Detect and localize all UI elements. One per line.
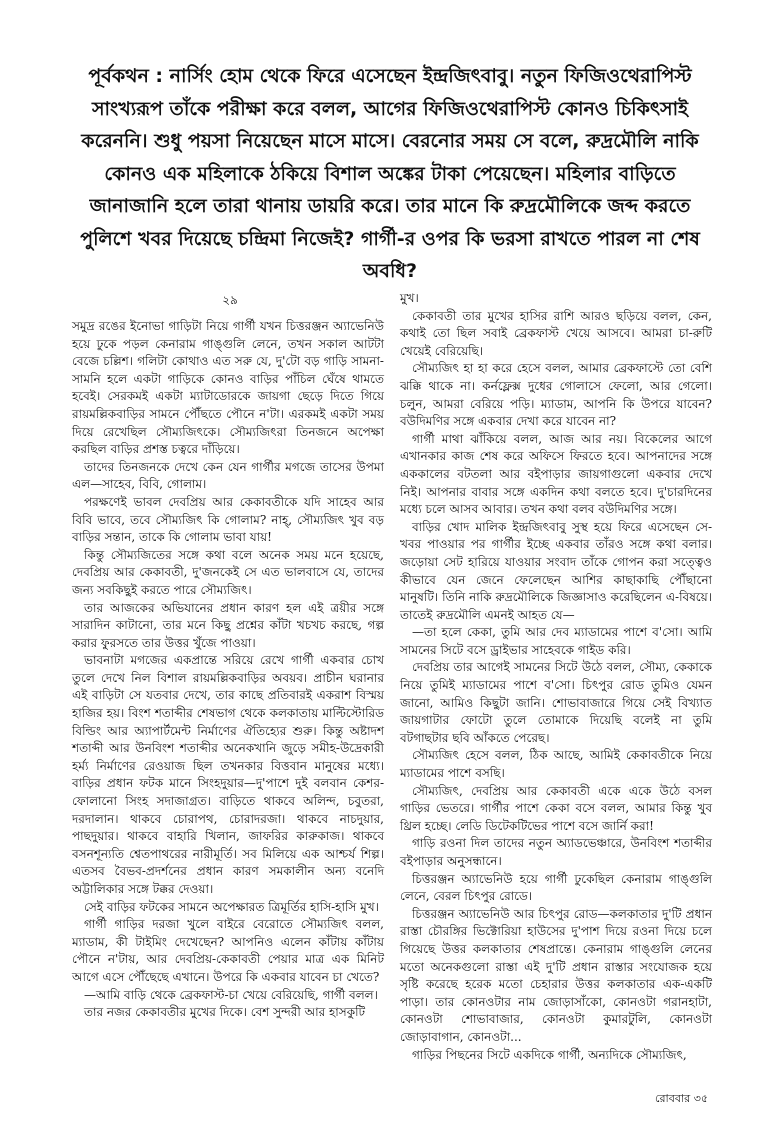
paragraph: তার আজকের অভিযানের প্রধান কারণ হল এই ত্রয়ীর সঙ্গে সারাদিন কাটানো, তার মনে কিছু প্রশ্নের কাঁটা খচখচ করছে, গল্প করার ফুরসতে তার উত্তর খুঁজে পাওয়া। (72, 600, 384, 650)
paragraph: —তা হলে কেকা, তুমি আর দেব ম্যাডামের পাশে ব'সো। আমি সামনের সিটে বসে ড্রাইভার সাহেবকে গাইড করি। (400, 625, 712, 657)
paragraph: গার্গী গাড়ির দরজা খুলে বাইরে বেরোতে সৌম্যজিৎ বলল, ম্যাডাম, কী টাইমিং দেখেছেন? আপনিও এলেন কাঁটায় কাঁটায় পৌনে ন'টায়, আর দেবপ্রিয়-কেকাবতী পেয়ার মাত্র এক মিনিট আগে এসে পৌঁছেছে এখানে। উপরে কি একবার যাবেন চা খেতে? (72, 917, 384, 984)
chapter-number: ২৯ (222, 293, 238, 307)
paragraph: গার্গী মাথা ঝাঁকিয়ে বলল, আজ আর নয়। বিকেলের আগে এখানকার কাজ শেষ করে অফিসে ফিরতে হবে। আপনাদের সঙ্গে এককালের বটতলা আর বইপাড়ার জায়গাগুলো একবার দেখে নিই। আপনার বাবার সঙ্গে একদিন কথা বলতে হবে। দু'চারদিনের মধ্যে চলে আসব আবার। তখন কথা বলব বউদিমণির সঙ্গে। (400, 431, 712, 517)
paragraph: চিত্তরঞ্জন অ্যাভেনিউ আর চিৎপুর রোড—কলকাতার দু'টি প্রধান রাস্তা চৌরঙ্গির ভিক্টোরিয়া হাউসের দু'পাশ দিয়ে রওনা দিয়ে চলে গিয়েছে উত্তর কলকাতার শেষপ্রান্তে। কেনারাম গাঙ্গুলি লেনের মতো অনেকগুলো রাস্তা এই দু'টি প্রধান রাস্তার সংযোজক হয়ে সৃষ্টি করেছে হরেক মতো চেহারার উত্তর কলকাতার এক-একটি পাড়া। তার কোনওটার নাম জোড়াসাঁকো, কোনওটা গরানহাটা, কোনওটা শোভাবাজার, কোনওটা কুমারটুলি, কোনওটা জোড়াবাগান, কোনওটা... (400, 906, 712, 1044)
paragraph: সৌম্যজিৎ হেসে বলল, ঠিক আছে, আমিই কেকাবতীকে নিয়ে ম্যাডামের পাশে বসছি। (400, 748, 712, 781)
summary-label: পূর্বকথন : (88, 65, 163, 87)
paragraph: গাড়ির পিছনের সিটে একদিকে গার্গী, অন্যদিকে সৌম্যজিৎ, (412, 1047, 687, 1062)
story-summary (70, 60, 710, 288)
paragraph: ভাবনাটা মগজের একপ্রান্তে সরিয়ে রেখে গার্গী একবার চোখ তুলে দেখে নিল বিশাল রায়মল্লিকবাড়ির অবয়ব। প্রাচীন ঘরানার এই বাড়িটা সে যতবার দেখে, তার কাছে প্রতিবারই একরাশ বিস্ময় হাজির হয়। বিংশ শতাব্দীর শেষভাগ থেকে কলকাতায় মাল্টিস্টোরিড বিল্ডিং আর অ্যাপার্টমেন্ট নির্মাণের ঐতিহ্যের শুরু। কিন্তু অষ্টাদশ শতাব্দী আর উনবিংশ শতাব্দীর অনেকখানি জুড়ে সমীহ-উদ্রেকারী হর্ম্য নির্মাণের রেওয়াজ ছিল তখনকার বিত্তবান মানুষের মধ্যে। বাড়ির প্রধান ফটক মানে সিংহদুয়ার—দু'পাশে দুই বলবান কেশর-ফোলানো সিংহ সদাজাগ্রত। বাড়িতে থাকবে অলিন্দ, চবুতরা, দরদালান। থাকবে চোরাপথ, চোরাদরজা। থাকবে নাচদুয়ার, পাছদুয়ার। থাকবে বাহারি খিলান, জাফরির কারুকাজ। থাকবে বসনশূন্যতি শ্বেতপাথরের নারীমূর্তি। সব মিলিয়ে এক আশ্চর্য শিল্প। এতসব বৈভব-প্রদর্শনের প্রধান কারণ সমকালীন অন্য বনেদি অট্টালিকার সঙ্গে টক্কর দেওয়া। (72, 653, 384, 896)
page-footer: রোববার ৩৫ (655, 1092, 708, 1105)
paragraph: কেকাবতী তার মুখের হাসির রাশি আরও ছড়িয়ে বলল, কেন, কথাই তো ছিল সবাই ব্রেকফাস্ট খেয়ে আসবে। আমরা চা-রুটি খেয়েই বেরিয়েছি। (400, 308, 712, 358)
paragraph: সৌম্যজিৎ হা হা করে হেসে বলল, আমার ব্রেকফাস্টে তো বেশি ঝক্কি থাকে না। কর্নফ্লেক্স দুধের গোলাসে ফেলো, আর গেলো। চলুন, আমরা বেরিয়ে পড়ি। ম্যাডাম, আপনি কি উপরে যাবেন? বউদিমণির সঙ্গে একবার দেখা করে যাবেন না? (400, 361, 712, 429)
paragraph: কিন্তু সৌম্যজিতের সঙ্গে কথা বলে অনেক সময় মনে হয়েছে, দেবপ্রিয় আর কেকাবতী, দু'জনকেই সে এত ভালবাসে যে, তাদের জন্য সবকিছুই করতে পারে সৌম্যজিৎ। (72, 547, 384, 597)
paragraph: তাদের তিনজনকে দেখে কেন যেন গার্গীর মগজে তাসের উপমা এল—সাহেব, বিবি, গোলাম। (72, 459, 384, 492)
left-column (72, 318, 384, 1022)
right-column (400, 290, 712, 1064)
paragraph: —আমি বাড়ি থেকে ব্রেকফাস্ট-চা খেয়ে বেরিয়েছি, গার্গী বলল। (84, 987, 378, 1002)
paragraph: তার নজর কেকাবতীর মুখের দিকে। বেশ সুন্দরী আর হাসকুটি (84, 1005, 366, 1020)
paragraph: সমুদ্র রঙের ইনোভা গাড়িটা নিয়ে গার্গী যখন চিত্তরঞ্জন অ্যাভেনিউ হয়ে ঢুকে পড়ল কেনারাম গাঙ্গুলি লেনে, তখন সকাল আটটা বেজে চল্লিশ। গলিটা কোথাও এত সরু যে, দু'টো বড় গাড়ি সামনা-সামনি হলে একটা গাড়িকে কোনও বাড়ির পাঁচিল ঘেঁষে থামতে হবেই। সেরকমই একটা ম্যাটাডোরকে জায়গা ছেড়ে দিতে গিয়ে রায়মল্লিকবাড়ির সামনে পৌঁছতে পৌনে ন'টা। এরকমই একটা সময় দিয়ে রেখেছিল সৌম্যজিৎকে। সৌম্যজিৎরা তিনজনে অপেক্ষা করছিল বাড়ির প্রশস্ত চত্বরে দাঁড়িয়ে। (72, 319, 384, 457)
paragraph: পরক্ষণেই ভাবল দেবপ্রিয় আর কেকাবতীকে যদি সাহেব আর বিবি ভাবে, তবে সৌম্যজিৎ কি গোলাম? নাহ্, সৌম্যজিৎ খুব বড় বাড়ির সন্তান, তাকে কি গোলাম ভাবা যায়! (72, 494, 384, 545)
paragraph: দেবপ্রিয় তার আগেই সামনের সিটে উঠে বলল, সৌম্য, কেকাকে নিয়ে তুমিই ম্যাডামের পাশে ব'সো। চিৎপুর রোড তুমিও যেমন জানো, আমিও কিছুটা জানি। শোভাবাজারে গিয়ে সেই বিখ্যাত জায়গাটার ফোটো তুলে তোমাকে দিয়েছি বলেই না তুমি বটগাছটার ছবি আঁকতে পেরেছ। (400, 660, 712, 745)
paragraph: বাড়ির খোদ মালিক ইন্দ্রজিৎবাবু সুস্থ হয়ে ফিরে এসেছেন সে-খবর পাওয়ার পর গার্গীর ইচ্ছে একবার তাঁরও সঙ্গে কথা বলার। জড়োয়া সেট হারিয়ে যাওয়ার সংবাদ তাঁকে গোপন করা সত্ত্বেও কীভাবে যেন জেনে ফেলেছেন আশির কাছাকাছি পৌঁছানো মানুষটি। তিনি নাকি রুদ্রমৌলিকে জিজ্ঞাসাও করেছিলেন এ-বিষয়ে। তাতেই রুদ্রমৌলি এমনই আহত যে— (400, 519, 712, 622)
paragraph: সৌম্যজিৎ, দেবপ্রিয় আর কেকাবতী একে একে উঠে বসল গাড়ির ভেতরে। গার্গীর পাশে কেকা বসে বলল, আমার কিন্তু খুব থ্রিল হচ্ছে। লেডি ডিটেকটিভের পাশে বসে জার্নি করা! (400, 783, 712, 833)
paragraph: গাড়ি রওনা দিল তাদের নতুন অ্যাডভেঞ্চারে, উনবিংশ শতাব্দীর বইপাড়ার অনুসন্ধানে। (400, 836, 712, 868)
paragraph: সেই বাড়ির ফটকের সামনে অপেক্ষারত ত্রিমূর্তির হাসি-হাসি মুখ। (84, 899, 379, 914)
summary-text: নার্সিং হোম থেকে ফিরে এসেছেন ইন্দ্রজিৎবাবু। নতুন ফিজিওথেরাপিস্ট সাংখ্যরূপ তাঁকে পরীক্ষা করে বলল, আগের ফিজিওথেরাপিস্ট কোনও চিকিৎসাই করেননি। শুধু পয়সা নিয়েছেন মাসে মাসে। বেরনোর সময় সে বলে, রুদ্রমৌলি নাকি কোনও এক মহিলাকে ঠকিয়ে বিশাল অঙ্কের টাকা পেয়েছেন। মহিলার বাড়িতে জানাজানি হলে তারা থানায় ডায়রি করে। তার মানে কি রুদ্রমৌলিকে জব্দ করতে পুলিশে খবর দিয়েছে চন্দ্রিমা নিজেই? গার্গী-র ওপর কি ভরসা রাখতে পারল না শেষ অবধি? (80, 65, 700, 282)
paragraph: চিত্তরঞ্জন অ্যাভেনিউ হয়ে গার্গী ঢুকেছিল কেনারাম গাঙ্গুলি লেনে, বেরল চিৎপুর রোডে। (400, 871, 712, 904)
paragraph: মুখ। (400, 291, 419, 305)
